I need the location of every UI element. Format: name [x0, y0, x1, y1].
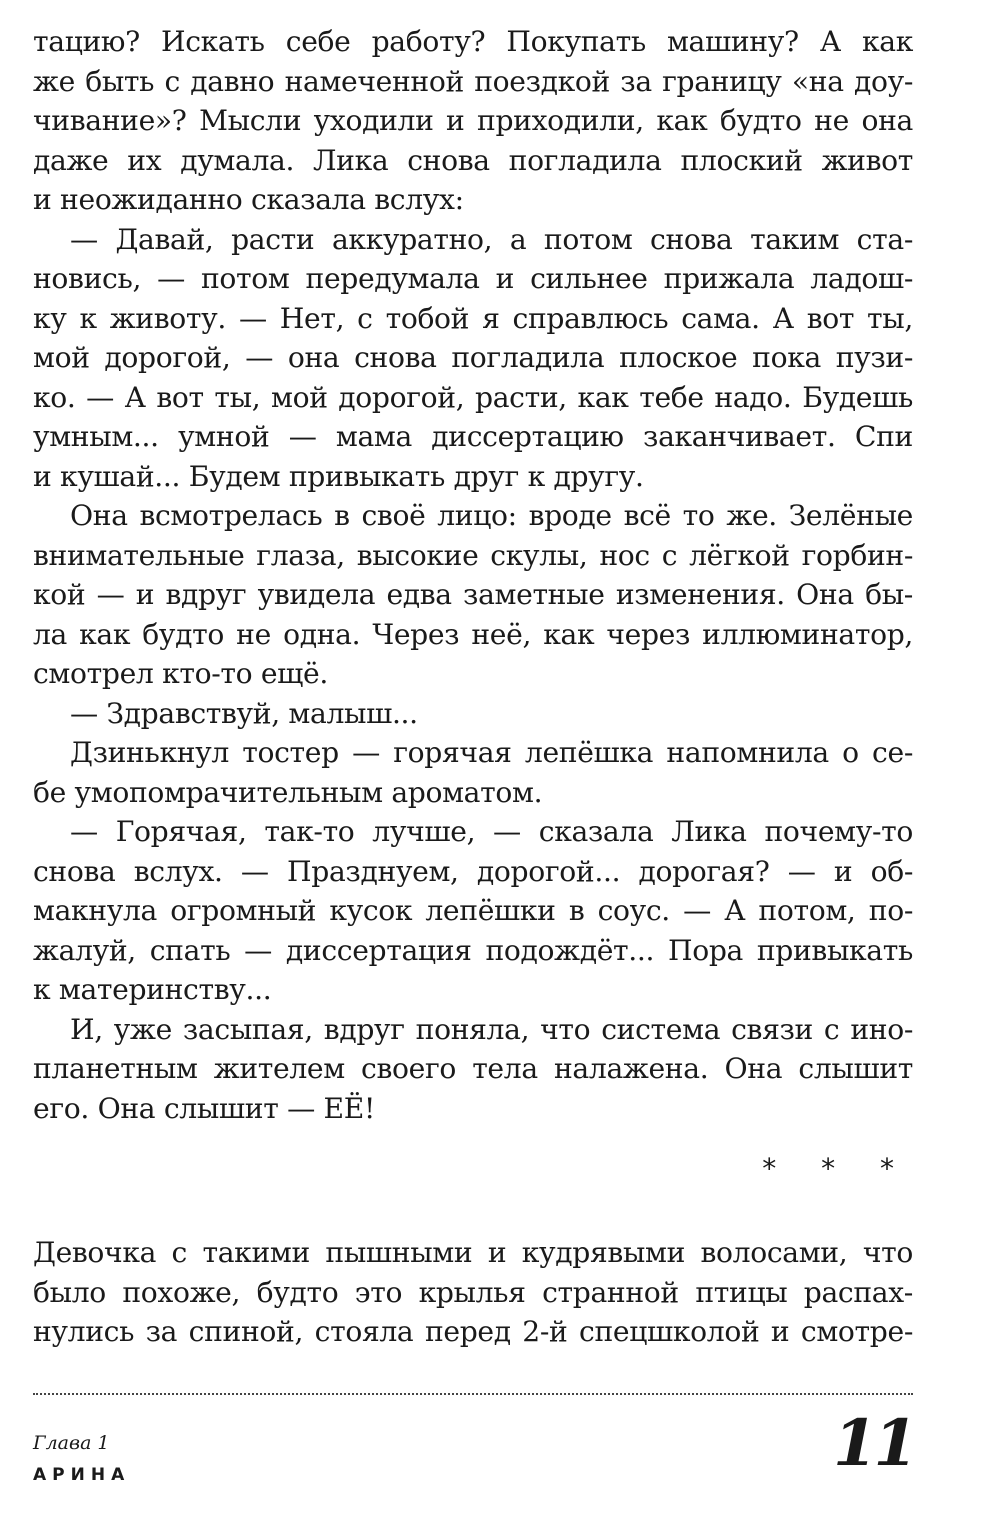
text-line: ко. — А вот ты, мой дорогой, расти, как тебе надо. Будешь — [33, 380, 913, 414]
text-line: и неожиданно сказала вслух: — [33, 183, 464, 216]
text-line: И, уже засыпая, вдруг поняла, что система связи с ино- — [70, 1012, 913, 1046]
next-section-text — [33, 1233, 913, 1352]
page-number: 11 — [832, 1406, 914, 1481]
text-line: Дзинькнул тостер — горячая лепёшка напомнила о се- — [70, 736, 913, 769]
text-line: к материнству... — [33, 973, 272, 1006]
text-line: макнула огромный кусок лепёшки в соус. — А потом, по- — [33, 894, 913, 927]
text-line: планетным жителем своего тела налажена. Она слышит — [33, 1052, 913, 1085]
footer-part-title: АРИНА — [33, 1465, 131, 1485]
text-line: ку к животу. — Нет, с тобой я справлюсь сама. А вот ты, — [33, 301, 913, 335]
text-line: бе умопомрачительным ароматом. — [33, 775, 543, 809]
text-line: новись, — потом передумала и сильнее прижала ладош- — [33, 262, 913, 295]
text-line: и кушай... Будем привыкать друг к другу. — [33, 459, 644, 493]
footer-chapter: Глава 1 — [33, 1432, 110, 1454]
text-line: смотрел кто-то ещё. — [33, 657, 328, 690]
text-line: его. Она слышит — ЕЁ! — [33, 1091, 375, 1125]
text-line: мой дорогой, — она снова погладила плоское пока пузи- — [33, 341, 913, 374]
text-line: было похоже, будто это крылья странной птицы распах- — [33, 1275, 913, 1309]
text-line: Девочка с такими пышными и кудрявыми волосами, что — [33, 1236, 913, 1269]
text-line: жалуй, спать — диссертация подождёт... Пора привыкать — [33, 933, 913, 967]
text-line: внимательные глаза, высокие скулы, нос с лёгкой горбин- — [33, 538, 913, 572]
footer-divider — [33, 1393, 913, 1395]
text-line: ла как будто не одна. Через неё, как через иллюминатор, — [33, 617, 913, 651]
text-line: тацию? Искать себе работу? Покупать машину? А как — [33, 25, 913, 58]
text-line: же быть с давно намеченной поездкой за границу «на доу- — [33, 64, 913, 98]
text-line: умным... умной — мама диссертацию заканчивает. Спи — [33, 420, 913, 453]
scene-break: * * * — [762, 1152, 912, 1185]
text-line: — Здравствуй, малыш... — [70, 696, 418, 730]
text-line: — Горячая, так-то лучше, — сказала Лика почему-то — [70, 815, 913, 848]
text-line: кой — и вдруг увидела едва заметные изменения. Она бы- — [33, 578, 913, 611]
text-line: чивание»? Мысли уходили и приходили, как будто не она — [33, 104, 913, 137]
text-line: — Давай, расти аккуратно, а потом снова таким ста- — [70, 222, 913, 256]
main-text-block — [33, 22, 913, 1128]
text-line: даже их думала. Лика снова погладила плоский живот — [33, 143, 913, 177]
text-line: нулись за спиной, стояла перед 2-й спецшколой и смотре- — [33, 1315, 913, 1348]
text-line: Она всмотрелась в своё лицо: вроде всё то же. Зелёные — [70, 499, 913, 532]
text-line: снова вслух. — Празднуем, дорогой... дорогая? — и об- — [33, 854, 913, 888]
